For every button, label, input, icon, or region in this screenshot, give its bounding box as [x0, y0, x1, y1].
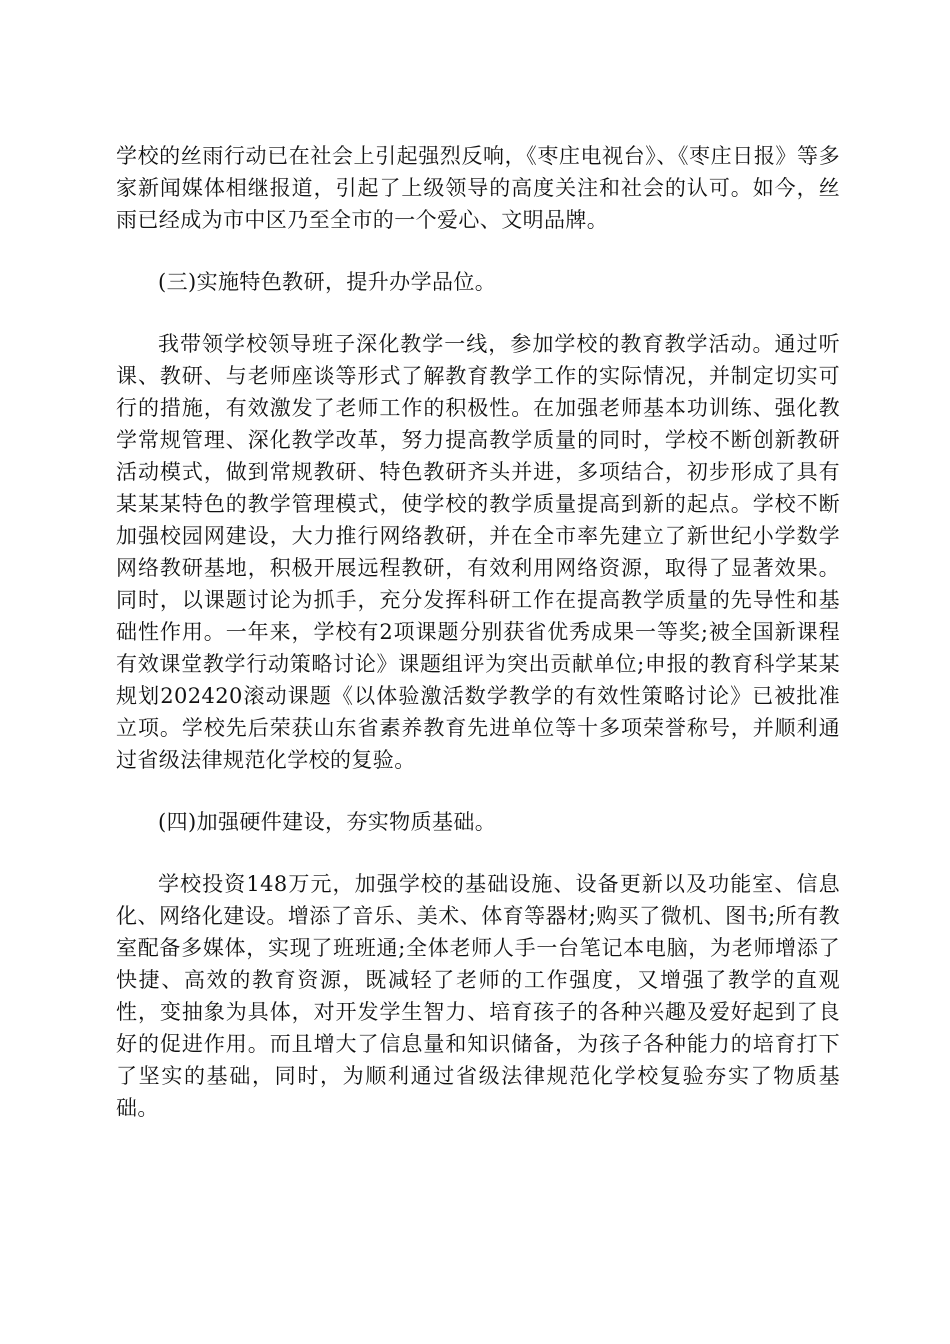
section-heading-four: (四)加强硬件建设，夯实物质基础。 — [158, 810, 497, 834]
paragraph-hardware: 学校投资148万元，加强学校的基础设施、设备更新以及功能室、信息化、网络化建设。增添了音乐、美术、体育等器材;购买了微机、图书;所有教室配备多媒体，实现了班班通;全体老师人手一台笔记本电脑，为老师增添了快捷、高效的教育资源，既减轻了老师的工作强度，又增强了教学的直观性，变抽象为具体，对开发学生智力、培育孩子的各种兴趣及爱好起到了良好的促进作用。而且增大了信息量和知识储备，为孩子各种能力的培育打下了坚实的基础，同时，为顺利通过省级法律规范化学校复验夯实了物质基础。 — [116, 872, 840, 1120]
paragraph-teaching-research: 我带领学校领导班子深化教学一线，参加学校的教育教学活动。通过听课、教研、与老师座谈等形式了解教育教学工作的实际情况，并制定切实可行的措施，有效激发了老师工作的积极性。在加强老师基本功训练、强化教学常规管理、深化教学改革，努力提高教学质量的同时，学校不断创新教研活动模式，做到常规教研、特色教研齐头并进，多项结合，初步形成了具有某某某特色的教学管理模式，使学校的教学质量提高到新的起点。学校不断加强校园网建设，大力推行网络教研，并在全市率先建立了新世纪小学数学网络教研基地，积极开展远程教研，有效利用网络资源，取得了显著效果。同时，以课题讨论为抓手，充分发挥科研工作在提高教学质量的先导性和基础性作用。一年来，学校有2项课题分别获省优秀成果一等奖;被全国新课程有效课堂教学行动策略讨论》课题组评为突出贡献单位;申报的教育科学某某规划202420滚动课题《以体验激活数学教学的有效性策略讨论》已被批准立项。学校先后荣获山东省素养教育先进单位等十多项荣誉称号，并顺利通过省级法律规范化学校的复验。 — [116, 332, 840, 772]
paragraph-continuation: 学校的丝雨行动已在社会上引起强烈反响，《枣庄电视台》、《枣庄日报》等多家新闻媒体相继报道，引起了上级领导的高度关注和社会的认可。如今，丝雨已经成为市中区乃至全市的一个爱心、文明品牌。 — [116, 144, 840, 232]
section-heading-three: (三)实施特色教研，提升办学品位。 — [158, 270, 497, 294]
